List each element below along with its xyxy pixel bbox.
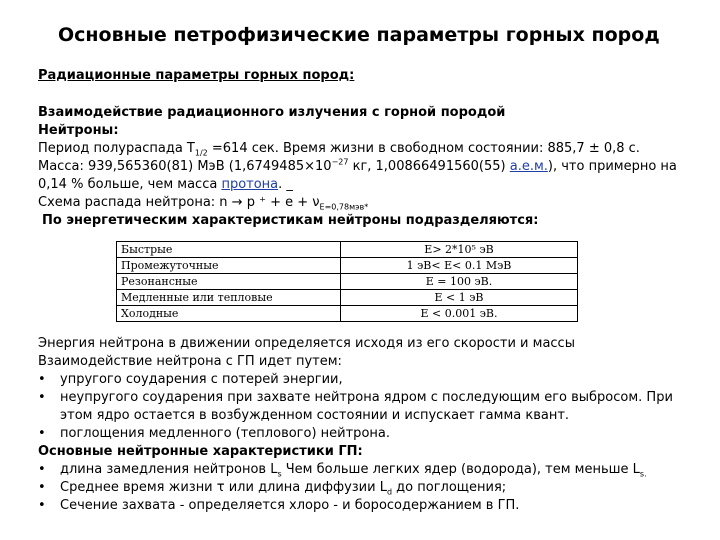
- interaction-heading: Взаимодействие радиационного излучения с горной породой: [38, 105, 506, 120]
- mass-line-2: [38, 176, 698, 194]
- energy-type: Промежуточные: [117, 258, 341, 274]
- char1-sub: s: [277, 469, 282, 479]
- mass2-prefix: 0,14 % больше, чем масса: [38, 177, 222, 192]
- way-text: упругого соударения с потерей энергии,: [60, 372, 343, 387]
- mass-prefix: Масса: 939,565360(81) МэВ (1,6749485×10: [38, 159, 332, 174]
- char3-text: Сечение захвата - определяется хлоро - и бороcодержанием в ГП.: [60, 498, 520, 513]
- table-row: [117, 306, 578, 322]
- bullet-icon: •: [38, 390, 46, 405]
- bullet-icon: •: [38, 426, 46, 441]
- list-item: [38, 425, 698, 443]
- interaction-ways: Взаимодействие нейтрона с ГП идет путем:: [38, 354, 342, 369]
- char2-suffix: до поглощения;: [392, 480, 507, 495]
- energy-range: E> 2*10⁵ эВ: [341, 242, 578, 258]
- energy-type: Резонансные: [117, 274, 341, 290]
- way-continuation: этом ядро остается в возбужденном состоянии и испускает гамма квант.: [60, 408, 570, 423]
- mass-middle: кг, 1,00866491560(55): [348, 159, 510, 174]
- energy-range: E < 1 эВ: [341, 290, 578, 306]
- bullet-icon: •: [38, 498, 46, 513]
- neutron-interaction: [38, 335, 698, 515]
- halflife-sub: 1/2: [194, 148, 208, 158]
- way-text: неупругого соударения при захвате нейтрона ядром с последующим его выбросом. При: [60, 390, 673, 405]
- char1-sub2: s.: [639, 469, 647, 479]
- energy-heading: По энергетическим характеристикам нейтроны подразделяются:: [42, 213, 539, 228]
- table-row: [117, 290, 578, 306]
- mass-suffix: ), что примерно на: [547, 159, 677, 174]
- way-text: поглощения медленного (теплового) нейтрона.: [60, 426, 390, 441]
- energy-type: Быстрые: [117, 242, 341, 258]
- proton-link[interactable]: протона: [221, 177, 279, 192]
- halflife-prefix: Период полураспада Т: [38, 141, 195, 156]
- neutron-intro: [38, 104, 698, 230]
- subtitle: Радиационные параметры горных пород:: [38, 68, 355, 83]
- halflife-line: [38, 140, 698, 158]
- list-item: [38, 371, 698, 389]
- decay-text: Схема распада нейтрона: n → p ⁺ + e + ν: [38, 195, 320, 210]
- neutrons-heading: Нейтроны:: [38, 123, 119, 138]
- decay-line: [38, 194, 698, 212]
- table-row: [117, 258, 578, 274]
- table-row: [117, 274, 578, 290]
- energy-range: E = 100 эВ.: [341, 274, 578, 290]
- list-item: [38, 497, 698, 515]
- energy-range: 1 эВ< E< 0.1 МэВ: [341, 258, 578, 274]
- page-title: Основные петрофизические параметры горных пород: [58, 24, 660, 46]
- char2-sub: d: [386, 487, 393, 497]
- main-chars-heading: Основные нейтронные характеристики ГП:: [38, 444, 363, 459]
- energy-type: Медленные или тепловые: [117, 290, 341, 306]
- bullet-icon: •: [38, 372, 46, 387]
- list-item: [38, 461, 698, 479]
- decay-sub: E=0,78мэв*: [319, 202, 369, 212]
- table-row: [117, 242, 578, 258]
- list-item: [38, 389, 698, 407]
- amu-link[interactable]: а.е.м.: [509, 159, 548, 174]
- bullet-icon: •: [38, 462, 46, 477]
- char2-prefix: Среднее время жизни τ или длина диффузии L: [60, 480, 387, 495]
- energy-line: Энергия нейтрона в движении определяется исходя из его скорости и массы: [38, 336, 575, 351]
- energy-table: [116, 241, 578, 322]
- bullet-icon: •: [38, 480, 46, 495]
- char1-prefix: длина замедления нейтронов L: [60, 462, 278, 477]
- halflife-suffix: =614 сек. Время жизни в свободном состоянии: 885,7 ± 0,8 с.: [207, 141, 640, 156]
- energy-type: Холодные: [117, 306, 341, 322]
- mass2-suffix: . _: [278, 177, 293, 192]
- char1-mid: Чем больше легких ядер (водорода), тем меньше L: [281, 462, 640, 477]
- mass-exp: −27: [331, 157, 349, 167]
- list-item: [38, 479, 698, 497]
- mass-line: [38, 158, 698, 176]
- energy-range: E < 0.001 эВ.: [341, 306, 578, 322]
